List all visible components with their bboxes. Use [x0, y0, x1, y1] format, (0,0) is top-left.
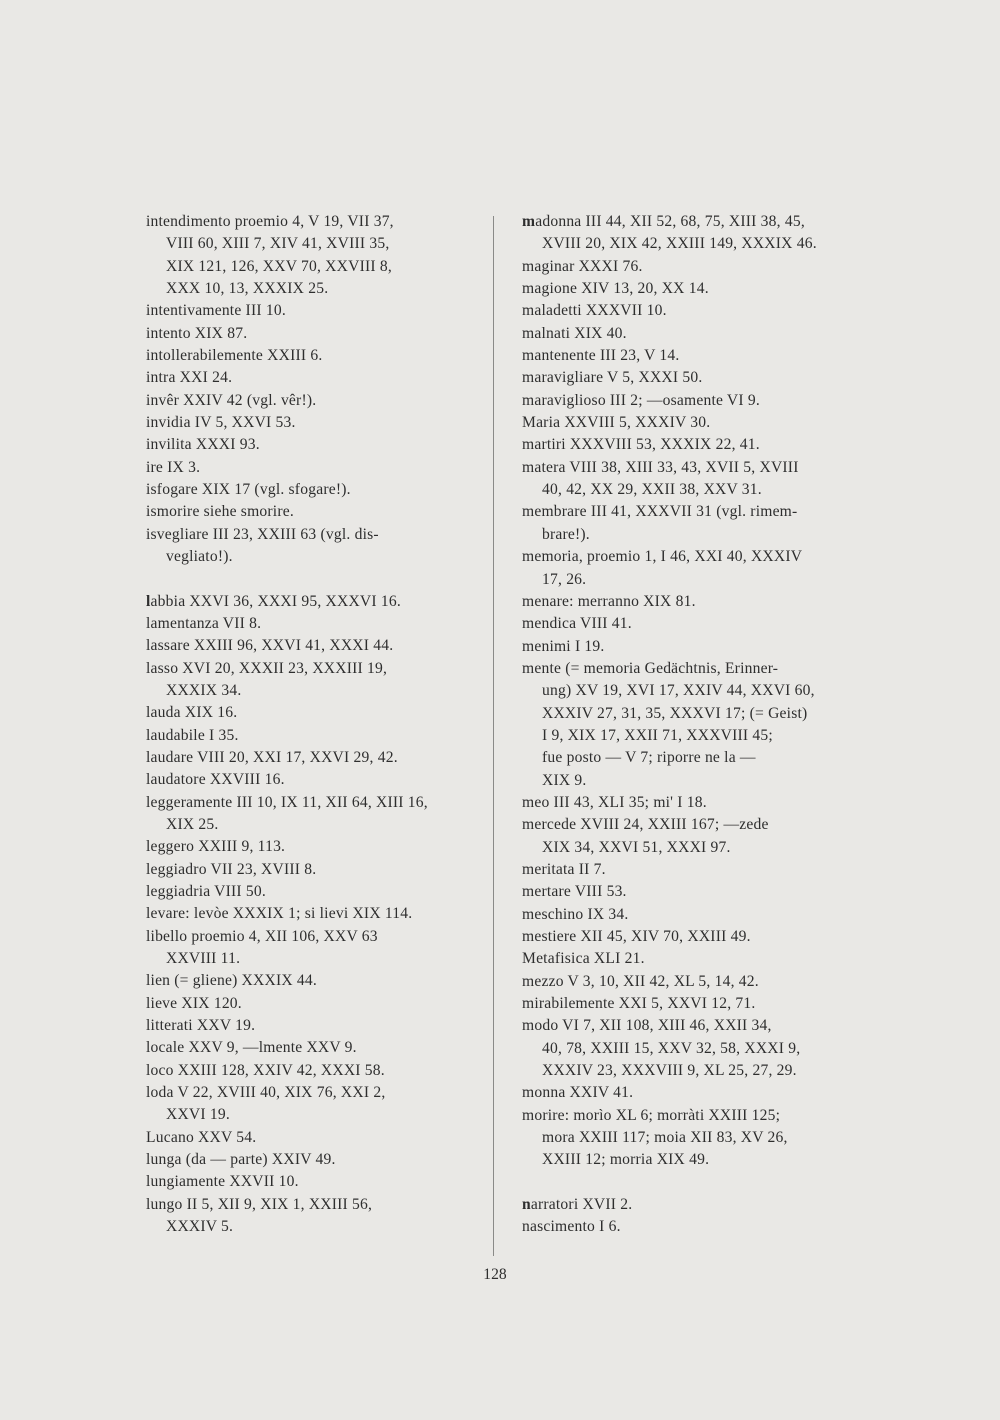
index-entry: [522, 814, 857, 859]
entry-continuation-line: I 9, XIX 17, XXII 71, XXXVIII 45;: [542, 726, 773, 744]
page-number: 128: [483, 1266, 507, 1283]
entry-line: mestiere XII 45, XIV 70, XXIII 49.: [522, 928, 751, 945]
index-entry: [522, 591, 857, 613]
entry-line: malnati XIX 40.: [522, 324, 627, 342]
index-entry: [522, 926, 857, 948]
entry-line: meschino IX 34.: [522, 905, 629, 923]
entry-line: intento XIX 87.: [146, 324, 248, 342]
entry-continuation-line: XXVIII 11.: [166, 950, 241, 967]
entry-line: loda V 22, XVIII 40, XIX 76, XXI 2,: [146, 1084, 386, 1102]
entry-line: menimi I 19.: [522, 637, 605, 655]
entry-line: matera VIII 38, XIII 33, 43, XVII 5, XVIII: [522, 458, 799, 476]
index-entry: [146, 367, 476, 389]
index-entry: [146, 836, 476, 858]
entry-line: invilita XXXI 93.: [146, 436, 260, 454]
index-entry: [522, 278, 857, 300]
index-entry: [522, 859, 857, 881]
entry-line: lauda XIX 16.: [146, 704, 238, 722]
index-entry: [146, 1082, 476, 1127]
entry-text: arratori XVII 2.: [530, 1195, 633, 1213]
index-entry: [522, 993, 857, 1015]
entry-line: mezzo V 3, 10, XII 42, XL 5, 14, 42.: [522, 972, 759, 990]
entry-line: maraviglioso III 2; —osamente VI 9.: [522, 391, 760, 409]
entry-line: Lucano XXV 54.: [146, 1128, 257, 1146]
index-entry: [146, 457, 476, 479]
entry-continuation-line: XIX 121, 126, XXV 70, XXVIII 8,: [166, 257, 392, 275]
entry-continuation-line: VIII 60, XIII 7, XIV 41, XVIII 35,: [166, 235, 390, 253]
entry-line: leggero XXIII 9, 113.: [146, 838, 286, 856]
entry-line: mercede XVIII 24, XXIII 167; —zede: [522, 816, 769, 834]
entry-line: leggiadro VII 23, XVIII 8.: [146, 860, 317, 878]
entry-continuation-line: brare!).: [542, 525, 590, 543]
index-entry: [522, 881, 857, 903]
index-entry: [522, 501, 857, 546]
entry-line: [146, 591, 476, 613]
entry-line: intollerabilemente XXIII 6.: [146, 347, 323, 365]
index-entry: [146, 993, 476, 1015]
entry-line: menare: merranno XIX 81.: [522, 592, 696, 610]
entry-line: intendimento proemio 4, V 19, VII 37,: [146, 213, 394, 230]
index-entry: [146, 412, 476, 434]
entry-line: intra XXI 24.: [146, 369, 233, 387]
index-entry: [146, 903, 476, 925]
entry-line: lunga (da — parte) XXIV 49.: [146, 1151, 336, 1169]
index-entry: [522, 323, 857, 345]
index-entry: [146, 859, 476, 881]
index-entry: [522, 636, 857, 658]
index-entry: [522, 1015, 857, 1082]
entry-line: mirabilemente XXI 5, XXVI 12, 71.: [522, 995, 756, 1013]
entry-line: monna XXIV 41.: [522, 1084, 634, 1102]
index-column-right: [522, 211, 857, 1238]
entry-continuation-line: XXVI 19.: [166, 1106, 230, 1124]
index-entry: [146, 501, 476, 523]
entry-line: morire: morìo XL 6; morràti XXIII 125;: [522, 1106, 781, 1124]
index-entry: [522, 457, 857, 502]
entry-line: locale XXV 9, —lmente XXV 9.: [146, 1039, 357, 1057]
entry-line: lamentanza VII 8.: [146, 614, 262, 632]
section-gap: [522, 1172, 857, 1194]
index-entry: [522, 971, 857, 993]
entry-continuation-line: mora XXIII 117; moia XII 83, XV 26,: [542, 1129, 788, 1147]
index-entry: [146, 881, 476, 903]
entry-line: laudabile I 35.: [146, 726, 239, 744]
entry-line: nascimento I 6.: [522, 1218, 621, 1236]
entry-line: lasso XVI 20, XXXII 23, XXXIII 19,: [146, 659, 388, 677]
entry-continuation-line: 40, 78, XXIII 15, XXV 32, 58, XXXI 9,: [542, 1039, 801, 1057]
entry-line: lungo II 5, XII 9, XIX 1, XXIII 56,: [146, 1195, 373, 1213]
entry-text: adonna III 44, XII 52, 68, 75, XIII 38, 45,: [535, 213, 805, 230]
entry-line: mendica VIII 41.: [522, 615, 632, 633]
index-entry: [522, 367, 857, 389]
entry-line: modo VI 7, XII 108, XIII 46, XXII 34,: [522, 1017, 772, 1035]
entry-line: maladetti XXXVII 10.: [522, 302, 667, 320]
section-initial: m: [522, 213, 536, 230]
index-entry: [146, 769, 476, 791]
index-entry: [146, 970, 476, 992]
index-entry: [146, 434, 476, 456]
entry-continuation-line: XIX 34, XXVI 51, XXXI 97.: [542, 838, 731, 856]
index-entry: [146, 635, 476, 657]
entry-line: intentivamente III 10.: [146, 302, 286, 320]
index-entry: [522, 1082, 857, 1104]
entry-line: isvegliare III 23, XXIII 63 (vgl. dis-: [146, 525, 379, 543]
entry-line: mertare VIII 53.: [522, 883, 627, 901]
entry-line: invidia IV 5, XXVI 53.: [146, 414, 296, 432]
entry-line: litterati XXV 19.: [146, 1017, 256, 1035]
index-entry: [522, 300, 857, 322]
column-divider: [493, 216, 494, 1256]
index-entry: [146, 479, 476, 501]
entry-line: memoria, proemio 1, I 46, XXI 40, XXXIV: [522, 548, 803, 566]
entry-line: lien (= gliene) XXXIX 44.: [146, 972, 317, 990]
entry-line: lungiamente XXVII 10.: [146, 1173, 299, 1191]
index-entry: [146, 926, 476, 971]
entry-line: libello proemio 4, XII 106, XXV 63: [146, 927, 378, 945]
index-entry: [146, 323, 476, 345]
entry-line: [522, 211, 857, 233]
entry-line: leggeramente III 10, IX 11, XII 64, XIII 16,: [146, 793, 428, 811]
entry-continuation-line: XXIII 12; morria XIX 49.: [542, 1151, 710, 1169]
entry-line: maginar XXXI 76.: [522, 257, 643, 275]
index-entry: [146, 1060, 476, 1082]
entry-line: invêr XXIV 42 (vgl. vêr!).: [146, 391, 317, 409]
entry-text: abbia XXVI 36, XXXI 95, XXXVI 16.: [150, 592, 401, 610]
index-entry: [522, 792, 857, 814]
index-entry: [146, 345, 476, 367]
index-entry: [146, 1149, 476, 1171]
entry-continuation-line: 40, 42, XX 29, XXII 38, XXV 31.: [542, 481, 762, 499]
entry-line: meo III 43, XLI 35; mi' I 18.: [522, 793, 707, 811]
entry-line: levare: levòe XXXIX 1; si lievi XIX 114.: [146, 905, 413, 923]
entry-line: Metafisica XLI 21.: [522, 950, 645, 968]
section-initial: n: [522, 1195, 531, 1213]
index-entry: [146, 390, 476, 412]
index-entry: [522, 546, 857, 591]
index-entry: [522, 1194, 857, 1216]
entry-continuation-line: ung) XV 19, XVI 17, XXIV 44, XXVI 60,: [542, 682, 815, 700]
entry-continuation-line: XXXIV 5.: [166, 1218, 234, 1236]
index-entry: [522, 1105, 857, 1172]
index-entry: [522, 613, 857, 635]
entry-continuation-line: XXXIV 23, XXXVIII 9, XL 25, 27, 29.: [542, 1062, 797, 1080]
entry-line: laudatore XXVIII 16.: [146, 771, 285, 789]
entry-line: membrare III 41, XXXVII 31 (vgl. rimem-: [522, 503, 798, 521]
index-entry: [522, 434, 857, 456]
index-entry: [146, 725, 476, 747]
index-entry: [522, 904, 857, 926]
index-entry: [146, 211, 476, 300]
entry-line: mente (= memoria Gedächtnis, Erinner-: [522, 659, 779, 677]
index-entry: [522, 256, 857, 278]
entry-line: [522, 1194, 857, 1216]
index-entry: [146, 1194, 476, 1239]
section-initial: l: [146, 592, 151, 610]
entry-line: magione XIV 13, 20, XX 14.: [522, 280, 709, 298]
entry-line: maravigliare V 5, XXXI 50.: [522, 369, 703, 387]
index-entry: [146, 300, 476, 322]
index-entry: [522, 948, 857, 970]
section-gap: [146, 569, 476, 591]
entry-line: leggiadria VIII 50.: [146, 882, 266, 900]
entry-line: martiri XXXVIII 53, XXXIX 22, 41.: [522, 436, 760, 454]
index-entry: [522, 390, 857, 412]
entry-line: ire IX 3.: [146, 458, 201, 476]
index-column-left: [146, 211, 476, 1238]
entry-line: lieve XIX 120.: [146, 994, 242, 1012]
index-entry: [146, 591, 476, 613]
index-entry: [146, 1127, 476, 1149]
index-entry: [146, 524, 476, 569]
entry-line: ismorire siehe smorire.: [146, 503, 294, 521]
index-entry: [146, 792, 476, 837]
index-entry: [146, 658, 476, 703]
index-entry: [522, 1216, 857, 1238]
entry-line: meritata II 7.: [522, 860, 606, 878]
entry-continuation-line: XXXIV 27, 31, 35, XXXVI 17; (= Geist): [542, 704, 808, 722]
index-entry: [522, 658, 857, 792]
entry-line: laudare VIII 20, XXI 17, XXVI 29, 42.: [146, 748, 398, 766]
entry-line: loco XXIII 128, XXIV 42, XXXI 58.: [146, 1061, 385, 1079]
entry-continuation-line: XXX 10, 13, XXXIX 25.: [166, 280, 329, 298]
index-entry: [146, 747, 476, 769]
index-entry: [522, 211, 857, 256]
index-entry: [146, 1171, 476, 1193]
entry-line: Maria XXVIII 5, XXXIV 30.: [522, 414, 711, 432]
entry-continuation-line: XIX 25.: [166, 815, 219, 833]
index-entry: [146, 702, 476, 724]
index-entry: [522, 412, 857, 434]
entry-line: isfogare XIX 17 (vgl. sfogare!).: [146, 481, 351, 499]
index-entry: [522, 345, 857, 367]
index-entry: [146, 1015, 476, 1037]
entry-line: mantenente III 23, V 14.: [522, 347, 680, 365]
entry-continuation-line: fue posto — V 7; riporre ne la —: [542, 749, 756, 767]
entry-continuation-line: vegliato!).: [166, 548, 233, 566]
index-entry: [146, 1037, 476, 1059]
entry-line: lassare XXIII 96, XXVI 41, XXXI 44.: [146, 637, 394, 655]
entry-continuation-line: 17, 26.: [542, 570, 587, 588]
entry-continuation-line: XVIII 20, XIX 42, XXIII 149, XXXIX 46.: [542, 235, 817, 253]
entry-continuation-line: XIX 9.: [542, 771, 587, 789]
index-entry: [146, 613, 476, 635]
entry-continuation-line: XXXIX 34.: [166, 681, 242, 699]
